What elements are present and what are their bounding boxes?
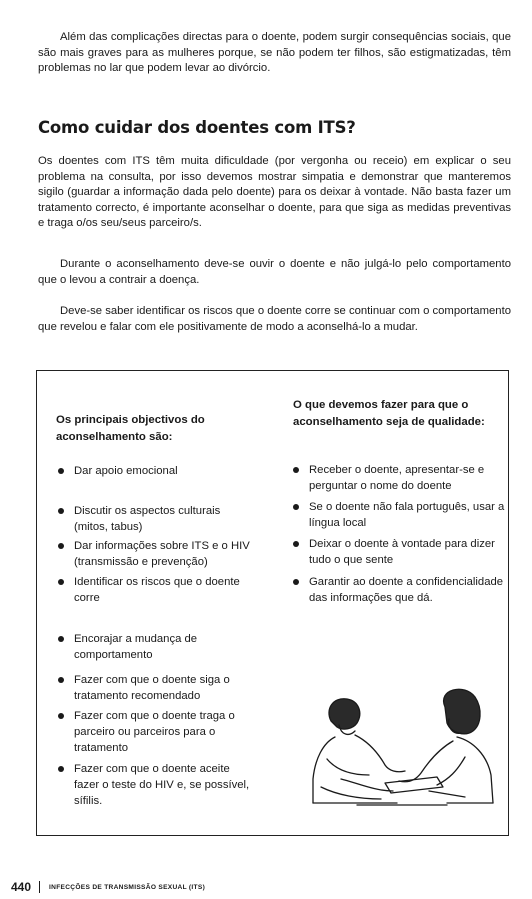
bullet-icon <box>293 467 299 473</box>
footer-divider <box>39 881 40 893</box>
body-paragraph-2: Durante o aconselhamento deve-se ouvir o doente e não julgá-lo pelo comportamento que o levou a contrair a doença. <box>38 258 511 286</box>
list-item: Dar informações sobre ITS e o HIV (transmissão e prevenção) <box>56 538 256 570</box>
list-item: Deixar o doente à vontade para dizer tudo o que sente <box>291 536 507 568</box>
list-item: Discutir os aspectos culturais (mitos, tabus) <box>56 503 256 535</box>
bullet-icon <box>58 636 64 642</box>
list-item: Garantir ao doente a confidencialidade das informações que dá. <box>291 574 507 606</box>
bullet-icon <box>58 543 64 549</box>
section-heading: Como cuidar dos doentes com ITS? <box>38 118 356 137</box>
counselling-illustration-icon <box>297 679 497 811</box>
list-item: Dar apoio emocional <box>56 463 256 479</box>
body-paragraph-1: Os doentes com ITS têm muita dificuldade (por vergonha ou receio) em explicar o seu problema na consulta, por isso devemos mostrar simpatia e demonstrar que manteremos sigilo (guardar a informação dada pelo doente) para os deixar à vontade. Não basta fazer um tratamento correcto, é importante aconselhar o doente, para que siga as medidas preventivas e traga o/os seu/seus parceiro/s. <box>38 155 511 230</box>
list-item: Fazer com que o doente siga o tratamento recomendado <box>56 672 256 704</box>
objectives-heading: Os principais objectivos do aconselhamento são: <box>56 414 205 443</box>
list-item: Receber o doente, apresentar-se e perguntar o nome do doente <box>291 462 507 494</box>
list-item: Identificar os riscos que o doente corre <box>56 574 256 606</box>
intro-paragraph: Além das complicações directas para o doente, podem surgir consequências sociais, que são mais graves para as mulheres porque, se não podem ter filhos, são estigmatizadas, têm problemas no lar que podem levar ao divórcio. <box>38 31 511 75</box>
list-item: Fazer com que o doente aceite fazer o teste do HIV e, se possível, sífilis. <box>56 761 256 810</box>
bullet-icon <box>293 579 299 585</box>
page-footer <box>11 880 205 894</box>
list-item: Encorajar a mudança de comportamento <box>56 631 256 663</box>
quality-heading: O que devemos fazer para que o aconselhamento seja de qualidade: <box>293 399 485 428</box>
bullet-icon <box>58 677 64 683</box>
body-paragraph-3: Deve-se saber identificar os riscos que o doente corre se continuar com o comportamento que revelou e falar com ele positivamente de modo a aconselhá-lo a mudar. <box>38 305 511 333</box>
page-number: 440 <box>11 880 32 894</box>
list-item: Fazer com que o doente traga o parceiro ou parceiros para o tratamento <box>56 708 256 757</box>
quality-list <box>291 371 506 671</box>
bullet-icon <box>293 541 299 547</box>
bullet-icon <box>58 508 64 514</box>
counselling-box <box>36 370 509 836</box>
bullet-icon <box>58 579 64 585</box>
bullet-icon <box>58 468 64 474</box>
list-item: Se o doente não fala português, usar a língua local <box>291 499 507 531</box>
objectives-list <box>56 371 256 837</box>
running-footer-title: INFECÇÕES DE TRANSMISSÃO SEXUAL (ITS) <box>49 883 206 891</box>
bullet-icon <box>293 504 299 510</box>
bullet-icon <box>58 713 64 719</box>
bullet-icon <box>58 766 64 772</box>
